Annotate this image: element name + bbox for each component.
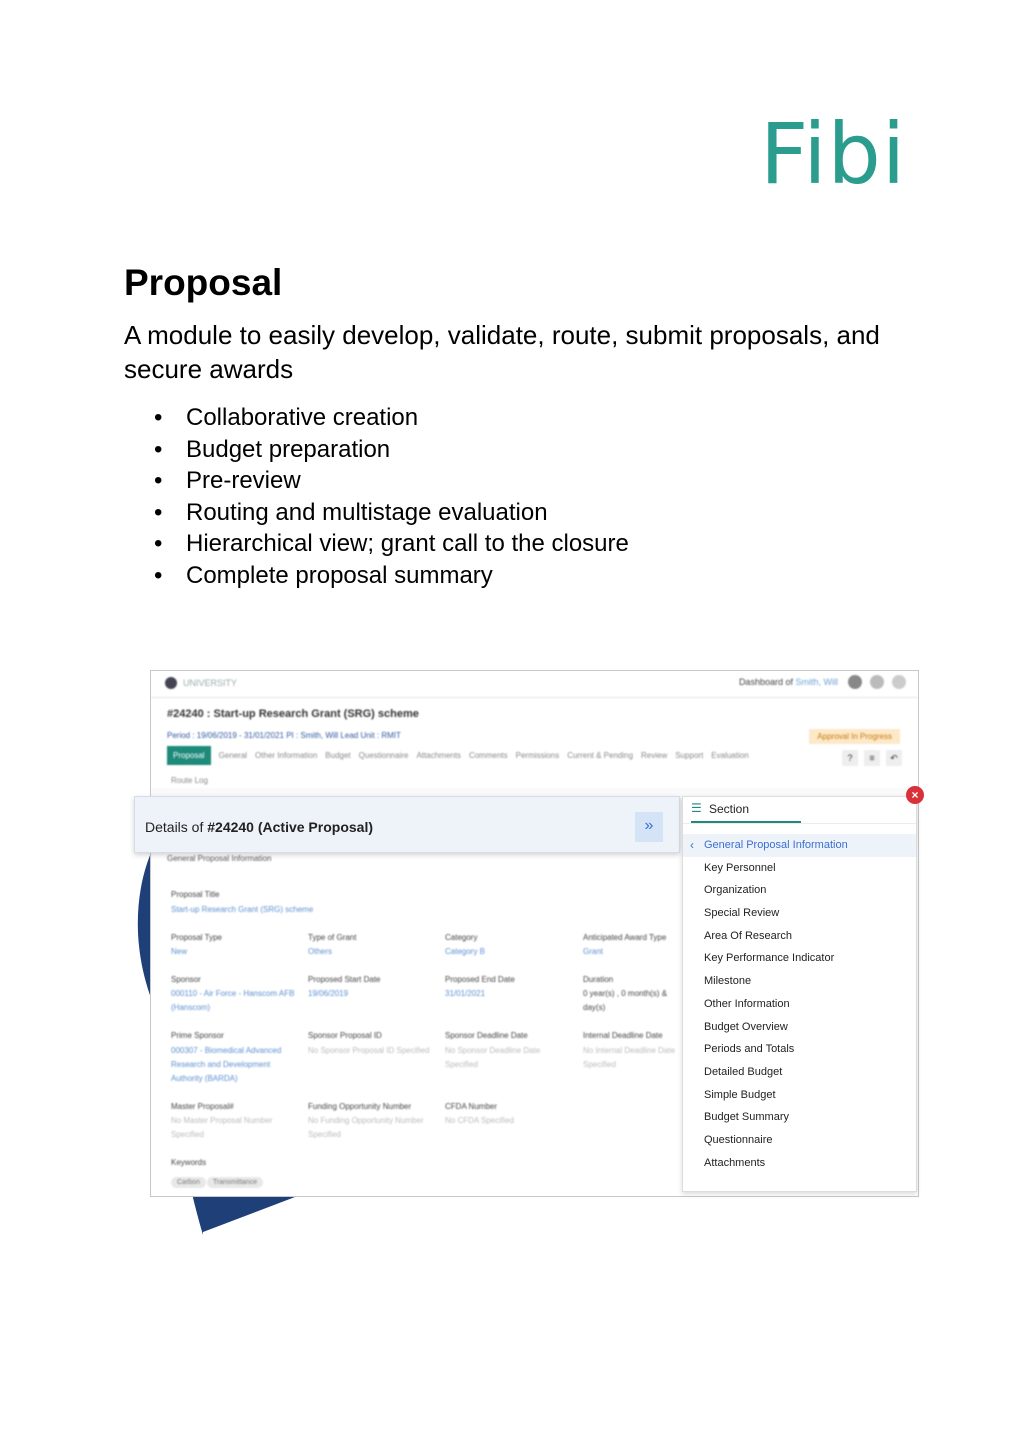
field-value: Grant (583, 947, 604, 956)
field-value: No Internal Deadline Date Specified (583, 1046, 676, 1069)
section-item-detailed-budget[interactable]: Detailed Budget (704, 1065, 783, 1078)
field-label: Prime Sponsor (171, 1031, 224, 1040)
field-value: 0 year(s) , 0 month(s) & day(s) (583, 989, 668, 1012)
field-label: Sponsor (171, 975, 201, 984)
tab-review[interactable]: Review (641, 751, 668, 760)
feature-list (124, 402, 629, 592)
field-label: Proposal Title (171, 890, 220, 899)
status-badge: Approval In Progress (809, 729, 900, 744)
list-item: • Complete proposal summary (124, 560, 629, 592)
field-value: Category B (445, 947, 486, 956)
section-item-budget-overview[interactable]: Budget Overview (704, 1020, 788, 1033)
dashboard-user[interactable]: Smith, Will (795, 677, 838, 687)
proposal-title: #24240 : Start-up Research Grant (SRG) scheme (167, 708, 419, 720)
field-value: No Sponsor Proposal ID Specified (308, 1046, 430, 1055)
section-item-questionnaire[interactable]: Questionnaire (704, 1133, 773, 1146)
field-value: No Sponsor Deadline Date Specified (445, 1046, 541, 1069)
proposal-meta: Period : 19/06/2019 - 31/01/2021 PI : Smith, Will Lead Unit : RMIT (167, 731, 401, 740)
tab-support[interactable]: Support (675, 751, 704, 760)
section-item-key-performance-indicator[interactable]: Key Performance Indicator (704, 952, 835, 965)
section-label: General Proposal Information (167, 854, 272, 863)
tab-general[interactable]: General (218, 751, 248, 760)
details-heading: Details of #24240 (Active Proposal) (145, 819, 373, 835)
field-label: Master Proposal# (171, 1102, 234, 1111)
page-subtitle: A module to easily develop, validate, route, submit proposals, and secure awards (124, 320, 880, 384)
section-menu-title: Section (709, 802, 750, 816)
section-item-organization[interactable]: Organization (704, 884, 767, 897)
close-icon[interactable]: × (906, 786, 924, 804)
section-item-area-of-research[interactable]: Area Of Research (704, 929, 793, 942)
tab-permissions[interactable]: Permissions (515, 751, 560, 760)
field-label: CFDA Number (445, 1102, 498, 1111)
field-value: 31/01/2021 (445, 989, 486, 998)
tab-route-log[interactable]: Route Log (171, 776, 208, 785)
tab-comments[interactable]: Comments (468, 751, 508, 760)
chevron-left-icon: ‹ (690, 838, 694, 852)
proposal-tabs (167, 746, 749, 765)
help-icon[interactable] (870, 675, 884, 689)
field-value: No CFDA Specified (445, 1116, 514, 1125)
field-label: Proposal Type (171, 933, 222, 942)
logout-icon[interactable] (892, 675, 906, 689)
field-label: Internal Deadline Date (583, 1031, 663, 1040)
section-item-milestone[interactable]: Milestone (704, 975, 752, 988)
user-icon[interactable] (848, 675, 862, 689)
tab-attachments[interactable]: Attachments (416, 751, 461, 760)
field-value: New (171, 947, 188, 956)
page-title: Proposal (124, 262, 283, 303)
list-item: • Collaborative creation (124, 402, 629, 434)
university-logo-icon (165, 677, 177, 689)
keyword-chip[interactable]: Carbon (171, 1177, 206, 1188)
field-value: 000110 - Air Force - Hanscom AFB (Hanscom) (171, 989, 295, 1012)
tab-current-pending[interactable]: Current & Pending (567, 751, 634, 760)
section-item-simple-budget[interactable]: Simple Budget (704, 1088, 776, 1101)
back-button[interactable]: ↶ (886, 750, 902, 766)
field-label: Type of Grant (308, 933, 357, 942)
field-label: Funding Opportunity Number (308, 1102, 412, 1111)
field-label: Anticipated Award Type (583, 933, 667, 942)
tab-budget[interactable]: Budget (325, 751, 351, 760)
section-menu (682, 796, 917, 1192)
proposal-header (151, 698, 918, 788)
list-item: • Hierarchical view; grant call to the closure (124, 528, 629, 560)
field-label: Duration (583, 975, 614, 984)
field-value: Others (308, 947, 333, 956)
tab-other-information[interactable]: Other Information (255, 751, 318, 760)
field-label: Proposed End Date (445, 975, 515, 984)
field-value: No Master Proposal Number Specified (171, 1116, 273, 1139)
field-value: 000307 - Biomedical Advanced Research and Development Authority (BARDA) (171, 1046, 282, 1083)
section-menu-header[interactable] (691, 799, 801, 823)
tab-evaluation[interactable]: Evaluation (711, 751, 749, 760)
section-item-special-review[interactable]: Special Review (704, 907, 780, 920)
expand-button[interactable]: » (635, 812, 663, 842)
list-item: • Routing and multistage evaluation (124, 497, 629, 529)
field-label: Proposed Start Date (308, 975, 381, 984)
field-label: Sponsor Proposal ID (308, 1031, 382, 1040)
section-item-key-personnel[interactable]: Key Personnel (704, 861, 776, 874)
section-item-budget-summary[interactable]: Budget Summary (704, 1111, 789, 1124)
field-value: No Funding Opportunity Number Specified (308, 1116, 424, 1139)
app-topbar (151, 671, 918, 698)
field-label: Keywords (171, 1158, 207, 1167)
help-button[interactable]: ? (842, 750, 858, 766)
field-label: Sponsor Deadline Date (445, 1031, 528, 1040)
list-item: • Pre-review (124, 465, 629, 497)
tab-proposal[interactable]: Proposal (167, 746, 211, 765)
section-item-general-proposal-information[interactable]: ‹ General Proposal Information (683, 834, 916, 857)
field-label: Category (445, 933, 478, 942)
university-name: UNIVERSITY (183, 678, 238, 688)
details-panel (134, 796, 680, 853)
keyword-chip[interactable]: Transmittance (207, 1177, 263, 1188)
tab-questionnaire[interactable]: Questionnaire (358, 751, 409, 760)
section-item-periods-and-totals[interactable]: Periods and Totals (704, 1043, 795, 1056)
divider (683, 823, 916, 824)
section-menu-list (683, 834, 916, 1174)
fibi-logo: Fibi (760, 105, 907, 203)
list-item: • Budget preparation (124, 434, 629, 466)
section-item-other-information[interactable]: Other Information (704, 997, 790, 1010)
dashboard-label: Dashboard of Smith, Will (738, 677, 838, 687)
list-icon: ☰ (691, 801, 702, 815)
field-value: 19/06/2019 (308, 989, 349, 998)
field-value: Start-up Research Grant (SRG) scheme (171, 905, 314, 914)
section-item-attachments[interactable]: Attachments (704, 1156, 766, 1169)
menu-button[interactable]: ≡ (864, 750, 880, 766)
